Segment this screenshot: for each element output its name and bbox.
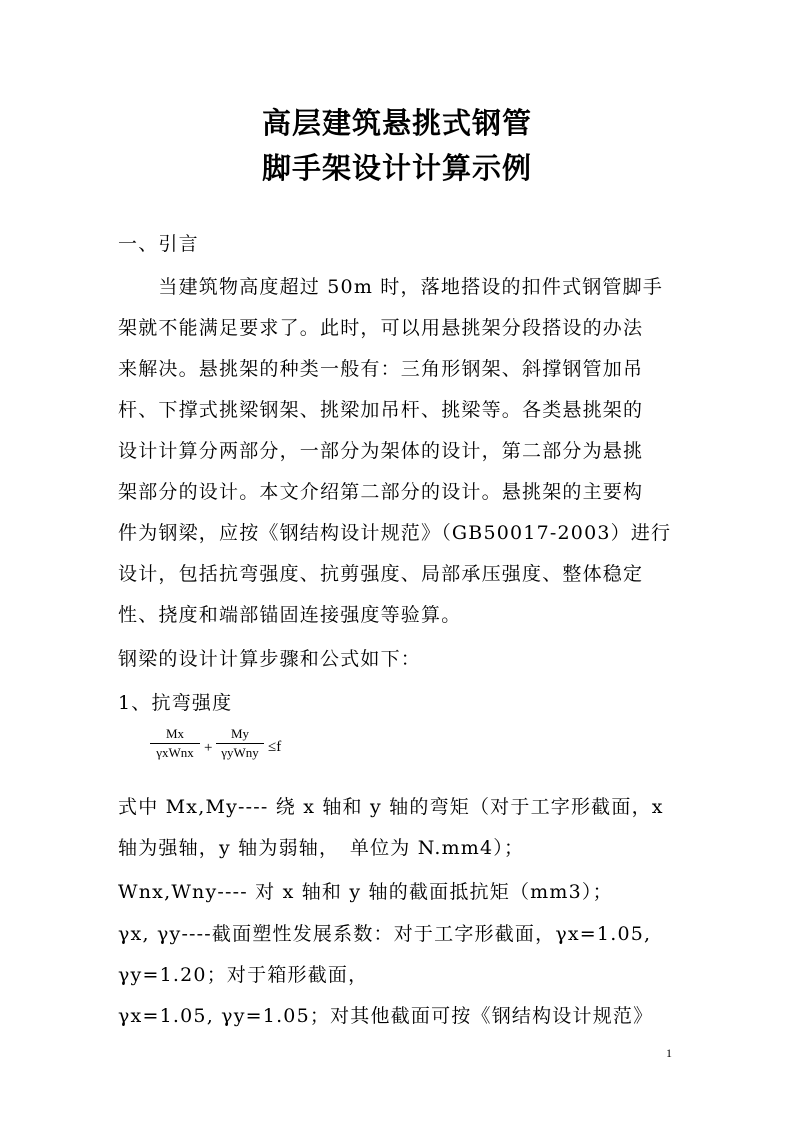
paragraph-line: 杆、下撑式挑梁钢架、挑梁加吊杆、挑梁等。各类悬挑架的 [118, 399, 644, 421]
explanation-line: 轴为强轴，y 轴为弱轴， 单位为 N.mm4）； [118, 837, 525, 859]
section-heading: 一、引言 [118, 233, 199, 255]
fraction-y [216, 726, 264, 761]
steps-intro: 钢梁的设计计算步骤和公式如下： [118, 648, 422, 670]
explanation-line: γy=1.20；对于箱形截面， [118, 964, 369, 986]
paragraph-line: 架部分的设计。本文介绍第二部分的设计。悬挑架的主要构 [118, 481, 644, 503]
bending-strength-formula [150, 726, 320, 774]
paragraph-line: 架就不能满足要求了。此时，可以用悬挑架分段搭设的办法 [118, 317, 644, 339]
title-line-1: 高层建筑悬挑式钢管 [261, 106, 532, 140]
explanation-line: γx=1.05, γy=1.05；对其他截面可按《钢结构设计规范》 [118, 1005, 654, 1027]
item-heading: 1、抗弯强度 [118, 692, 233, 714]
paragraph-line: 件为钢梁，应按《钢结构设计规范》（GB50017-2003）进行 [118, 522, 672, 544]
explanation-line: Wnx,Wny---- 对 x 轴和 y 轴的截面抵抗矩（mm3）； [118, 881, 613, 903]
relation-le-f: ≤f [268, 739, 282, 755]
explanation-line: 式中 Mx,My---- 绕 x 轴和 y 轴的弯矩（对于工字形截面，x [118, 796, 664, 818]
numerator-my: My [230, 726, 250, 741]
plus-sign: + [204, 740, 213, 756]
fraction-x [150, 726, 200, 761]
page-number: 1 [666, 1046, 672, 1060]
explanation-line: γx, γy----截面塑性发展系数：对于工字形截面，γx=1.05, [118, 923, 652, 945]
paragraph-line: 设计，包括抗弯强度、抗剪强度、局部承压强度、整体稳定 [118, 563, 644, 585]
numerator-mx: Mx [165, 726, 185, 741]
title-line-2: 脚手架设计计算示例 [261, 151, 532, 185]
denominator-x: γxWnx [156, 745, 194, 760]
paragraph-line: 设计计算分两部分，一部分为架体的设计，第二部分为悬挑 [118, 440, 644, 462]
denominator-y: γyWny [221, 745, 259, 760]
paragraph-line: 性、挠度和端部锚固连接强度等验算。 [118, 604, 462, 626]
paragraph-line: 来解决。悬挑架的种类一般有：三角形钢架、斜撑钢管加吊 [118, 358, 644, 380]
paragraph-line: 当建筑物高度超过 50m 时，落地搭设的扣件式钢管脚手 [118, 276, 664, 298]
